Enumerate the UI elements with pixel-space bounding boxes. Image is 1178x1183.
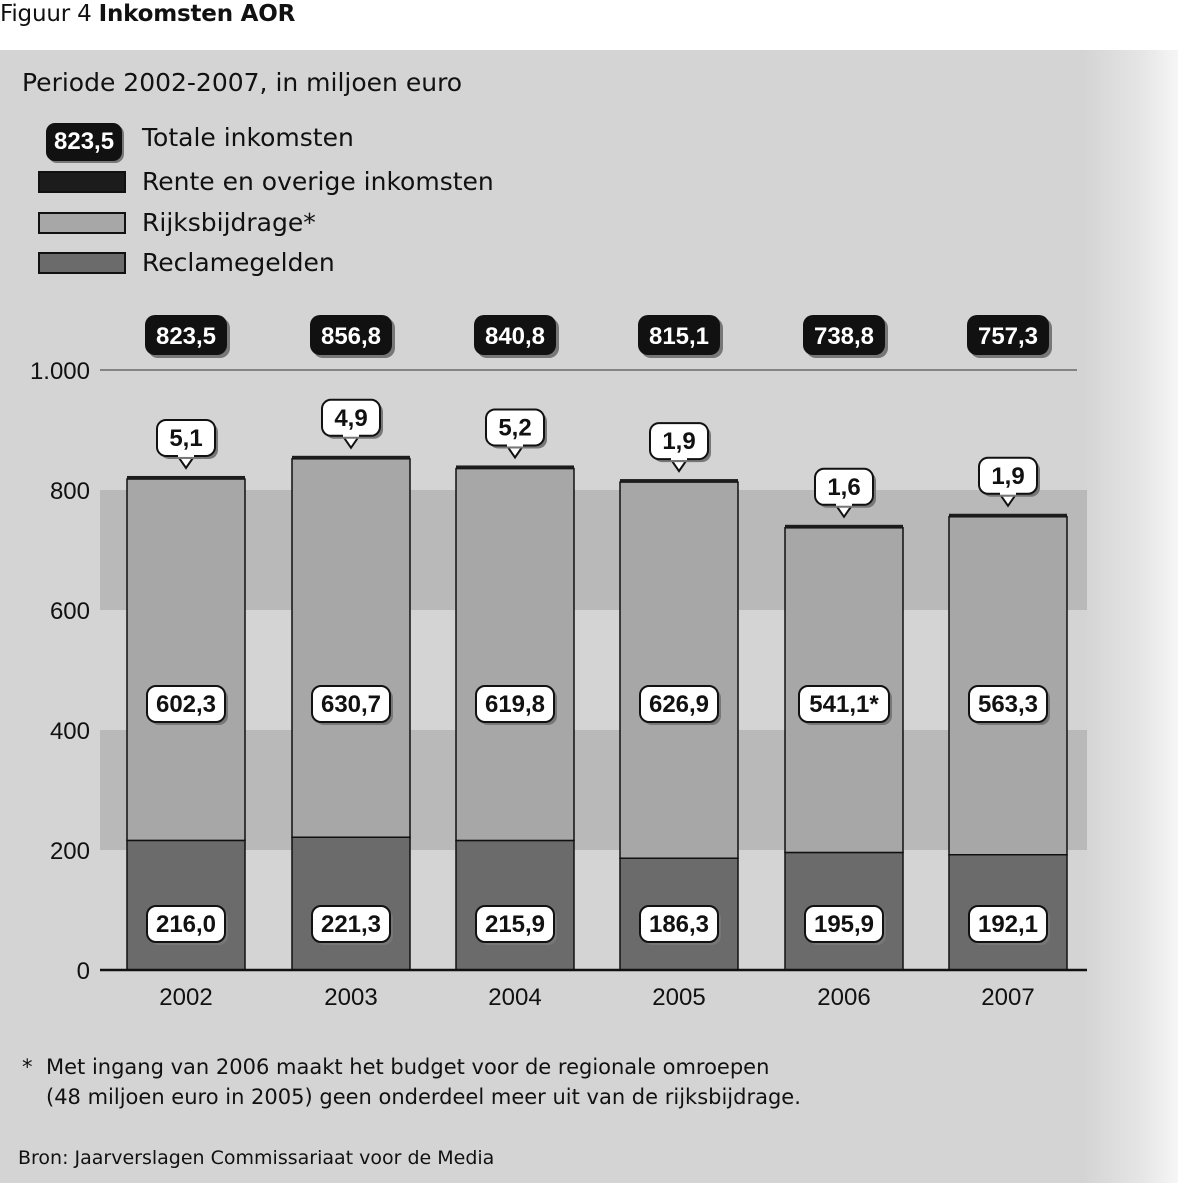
bar-rente-2002 bbox=[127, 476, 245, 479]
footnote bbox=[22, 1052, 801, 1112]
label-totaal-2007 bbox=[967, 315, 1052, 358]
label-reclame-2003-text: 221,3 bbox=[320, 911, 382, 938]
source-note: Bron: Jaarverslagen Commissariaat voor de Media bbox=[18, 1147, 495, 1169]
footnote-marker: * bbox=[22, 1055, 33, 1079]
label-totaal-2005-text: 815,1 bbox=[648, 323, 710, 350]
label-reclame-2002 bbox=[147, 906, 228, 945]
legend-label-rente: Rente en overige inkomsten bbox=[142, 167, 494, 196]
label-reclame-2006-text: 195,9 bbox=[813, 911, 875, 938]
label-reclame-2005-text: 186,3 bbox=[648, 911, 710, 938]
label-reclame-2007-text: 192,1 bbox=[977, 911, 1039, 938]
figure-title-text: Inkomsten AOR bbox=[98, 1, 296, 27]
y-tick-label: 200 bbox=[49, 838, 90, 865]
label-rijks-2003 bbox=[312, 686, 393, 725]
label-rente-2007-pointer-joint bbox=[1000, 491, 1016, 495]
label-rente-2002-text: 5,1 bbox=[169, 424, 203, 452]
y-tick-label: 1.000 bbox=[29, 358, 90, 385]
label-totaal-2003-text: 856,8 bbox=[320, 323, 382, 350]
bar-reclame-2003 bbox=[292, 837, 410, 970]
label-reclame-2004-text: 215,9 bbox=[484, 911, 546, 938]
legend-total-badge: 823,5 bbox=[46, 123, 122, 161]
bar-rente-2007 bbox=[949, 514, 1067, 517]
label-reclame-2003 bbox=[312, 906, 393, 945]
footnote-line-2: (48 miljoen euro in 2005) geen onderdeel meer uit van de rijksbijdrage. bbox=[46, 1085, 801, 1109]
label-totaal-2002-text: 823,5 bbox=[155, 323, 217, 350]
legend-label-reclame: Reclamegelden bbox=[142, 248, 335, 277]
label-rente-2005-text: 1,9 bbox=[662, 428, 696, 456]
label-totaal-2005 bbox=[638, 315, 723, 358]
label-rente-2002-pointer-joint bbox=[178, 453, 194, 457]
bar-rijks-2003 bbox=[292, 459, 410, 837]
label-reclame-2005 bbox=[640, 906, 721, 945]
legend-label-totaal: Totale inkomsten bbox=[142, 123, 354, 152]
legend-label-rijks: Rijksbijdrage* bbox=[142, 208, 316, 237]
label-rijks-2005 bbox=[640, 686, 721, 725]
x-tick-label-2003: 2003 bbox=[324, 984, 378, 1011]
bar-rijks-2004 bbox=[456, 469, 574, 841]
label-totaal-2006 bbox=[803, 315, 888, 358]
label-rente-2003-pointer-joint bbox=[343, 433, 359, 437]
label-rijks-2007-text: 563,3 bbox=[977, 691, 1039, 718]
bar-rente-2006 bbox=[785, 525, 903, 528]
footnote-line-1: Met ingang van 2006 maakt het budget voor de regionale omroepen bbox=[46, 1055, 770, 1079]
label-rijks-2006 bbox=[799, 686, 892, 725]
label-rijks-2003-text: 630,7 bbox=[320, 691, 382, 718]
figure-prefix: Figuur 4 bbox=[0, 1, 92, 27]
x-tick-label-2005: 2005 bbox=[652, 984, 706, 1011]
y-band bbox=[100, 490, 1087, 610]
label-totaal-2004 bbox=[474, 315, 559, 358]
y-tick-label: 400 bbox=[49, 718, 90, 745]
y-tick-label: 600 bbox=[49, 598, 90, 625]
label-totaal-2002 bbox=[145, 315, 230, 358]
y-tick-label: 0 bbox=[76, 958, 90, 985]
label-rijks-2007 bbox=[969, 686, 1050, 725]
label-rente-2003 bbox=[322, 400, 383, 448]
label-rente-2003-text: 4,9 bbox=[334, 404, 368, 432]
x-tick-label-2007: 2007 bbox=[981, 984, 1035, 1011]
label-rente-2006-pointer-joint bbox=[836, 502, 852, 506]
label-rente-2004-text: 5,2 bbox=[498, 414, 532, 442]
label-rente-2004 bbox=[486, 409, 547, 457]
x-tick-label-2004: 2004 bbox=[488, 984, 542, 1011]
label-reclame-2007 bbox=[969, 906, 1050, 945]
label-rente-2006-text: 1,6 bbox=[827, 473, 861, 501]
x-tick-label-2002: 2002 bbox=[159, 984, 213, 1011]
label-reclame-2002-text: 216,0 bbox=[155, 911, 217, 938]
label-rente-2005 bbox=[650, 423, 711, 471]
x-tick-label-2006: 2006 bbox=[817, 984, 871, 1011]
label-rente-2002 bbox=[157, 420, 218, 468]
label-rente-2005-pointer-joint bbox=[671, 456, 687, 460]
chart-subtitle: Periode 2002-2007, in miljoen euro bbox=[22, 68, 463, 97]
label-reclame-2006 bbox=[805, 906, 886, 945]
bar-rente-2003 bbox=[292, 456, 410, 459]
label-rente-2004-pointer-joint bbox=[507, 442, 523, 446]
label-totaal-2004-text: 840,8 bbox=[484, 323, 546, 350]
label-rijks-2002-text: 602,3 bbox=[155, 691, 217, 718]
label-rijks-2005-text: 626,9 bbox=[648, 691, 710, 718]
label-rijks-2004-text: 619,8 bbox=[484, 691, 546, 718]
bar-rente-2005 bbox=[620, 479, 738, 482]
bar-rijks-2005 bbox=[620, 482, 738, 858]
bar-rente-2004 bbox=[456, 465, 574, 468]
label-rijks-2002 bbox=[147, 686, 228, 725]
label-reclame-2004 bbox=[476, 906, 557, 945]
label-totaal-2006-text: 738,8 bbox=[813, 323, 875, 350]
y-tick-label: 800 bbox=[49, 478, 90, 505]
label-rijks-2006-text: 541,1* bbox=[809, 691, 879, 718]
label-rente-2007-text: 1,9 bbox=[991, 462, 1025, 490]
label-rijks-2004 bbox=[476, 686, 557, 725]
bar-rijks-2002 bbox=[127, 479, 245, 840]
label-totaal-2003 bbox=[310, 315, 395, 358]
y-band bbox=[100, 730, 1087, 850]
label-totaal-2007-text: 757,3 bbox=[977, 323, 1039, 350]
